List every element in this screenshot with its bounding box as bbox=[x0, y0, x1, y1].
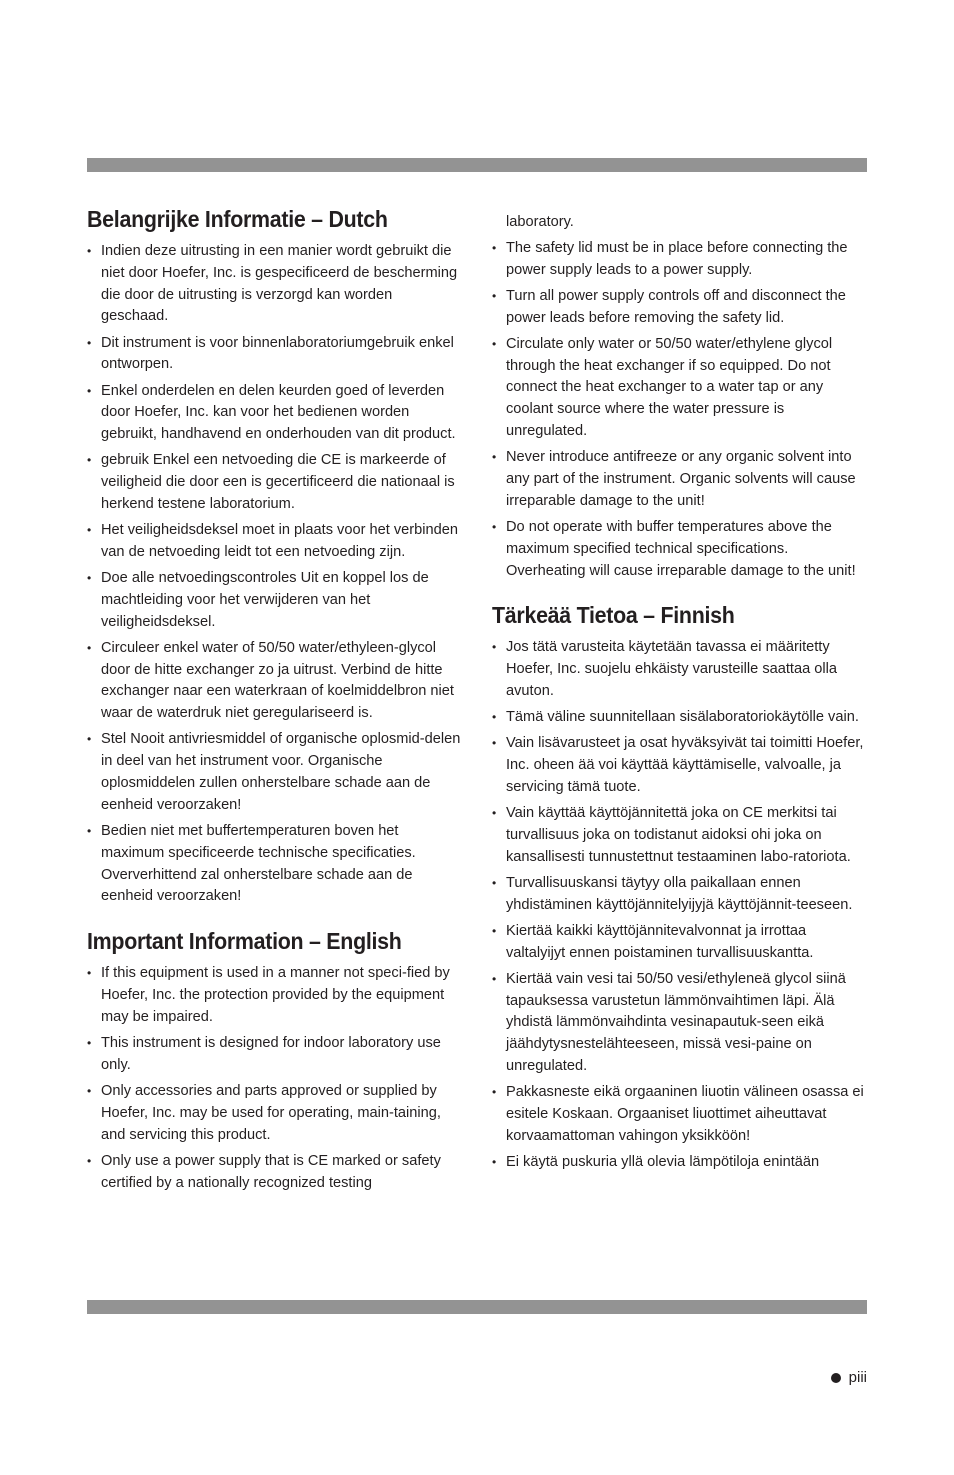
list-item: • Indien deze uitrusting in een manier wordt gebruikt die niet door Hoefer, Inc. is gespecificeerd de bescherming die door de uitrusting is verzorgd kan worden geschaad. bbox=[87, 241, 462, 328]
list-item-continuation: laboratory. bbox=[506, 214, 574, 230]
finnish-heading: Tärkeää Tietoa – Finnish bbox=[492, 602, 735, 629]
page-footer bbox=[823, 1367, 867, 1389]
list-item: • Vain käyttää käyttöjännitettä joka on CE merkitsi tai turvallisuus joka on todistanut aidoksi ohi joka on kansallisesti tunnustettnut testaaminen labo-ratoriota. bbox=[492, 803, 868, 868]
list-item: • Jos tätä varusteita käytetään tavassa ei määritetty Hoefer, Inc. suojelu ehkäisty varusteille saattaa olla avuton. bbox=[492, 637, 868, 702]
list-item: • Kiertää kaikki käyttöjännitevalvonnat ja irrottaa valtalyijyt ennen poistaminen turvallisuuskantta. bbox=[492, 921, 868, 965]
english-list bbox=[87, 963, 462, 1194]
list-item: • Vain lisävarusteet ja osat hyväksyivät tai toimitti Hoefer, Inc. oheen ää voi käyttää käyttämiselle, valvoalle, ja servicing tämä tuote. bbox=[492, 733, 868, 798]
list-item: • Ei käytä puskuria yllä olevia lämpötiloja enintään bbox=[492, 1152, 868, 1174]
list-item: • If this equipment is used in a manner not speci-fied by Hoefer, Inc. the protection provided by the equipment may be impaired. bbox=[87, 963, 462, 1028]
list-item: • gebruik Enkel een netvoeding die CE is markeerde of veiligheid die door een is gecertificeerd die nationaal is herkend testene laboratorium. bbox=[87, 450, 462, 515]
english-list-continued bbox=[492, 238, 868, 583]
list-item: • Turvallisuuskansi täytyy olla paikallaan ennen yhdistäminen käyttöjännitelyijyjä käyttöjännit-teeseen. bbox=[492, 873, 868, 917]
list-item: • Turn all power supply controls off and disconnect the power leads before removing the safety lid. bbox=[492, 286, 868, 330]
finnish-section bbox=[492, 601, 868, 1173]
list-item: • Stel Nooit antivriesmiddel of organische oplosmid-delen in deel van het instrument voor. Organische oplosmiddelen zullen onherstelbare schade aan de eenheid veroorzaken! bbox=[87, 729, 462, 816]
left-column bbox=[87, 205, 462, 1213]
dutch-section bbox=[87, 205, 462, 908]
list-item: • Circuleer enkel water of 50/50 water/ethyleen-glycol door de hitte exchanger zo ja uitrust. Verbind de hitte exchanger naar een waterkraan of koelmiddelbron niet waar de waterdruk niet geregulariseerd is. bbox=[87, 638, 462, 725]
english-section bbox=[87, 927, 462, 1194]
list-item: • Only accessories and parts approved or supplied by Hoefer, Inc. may be used for operating, main-taining, and servicing this product. bbox=[87, 1081, 462, 1146]
top-divider-bar bbox=[87, 158, 867, 172]
list-item: • Kiertää vain vesi tai 50/50 vesi/ethylenеä glycol siinä tapauksessa varustetun lämmönvaihtimen läpi. Älä yhdistä lämmönvaihdinta vesinapautuk-seen eikä jäähdytysnestelähteeseen, missä vesi-paine on unregulated. bbox=[492, 969, 868, 1078]
dutch-list bbox=[87, 241, 462, 908]
list-item: • Dit instrument is voor binnenlaboratoriumgebruik enkel ontworpen. bbox=[87, 333, 462, 377]
list-item: • Doe alle netvoedingscontroles Uit en koppel los de machtleiding voor het verwijderen van het veiligheidsdeksel. bbox=[87, 568, 462, 633]
list-item: • The safety lid must be in place before connecting the power supply leads to a power supply. bbox=[492, 238, 868, 282]
list-item: • Enkel onderdelen en delen keurden goed of leverden door Hoefer, Inc. kan voor het bedienen worden gebruikt, handhavend en onderhouden van dit product. bbox=[87, 381, 462, 446]
list-item: • Only use a power supply that is CE marked or safety certified by a nationally recognized testing bbox=[87, 1151, 462, 1195]
list-item: • Tämä väline suunnitellaan sisälaboratoriokäytölle vain. bbox=[492, 707, 868, 729]
list-item: • Het veiligheidsdeksel moet in plaats voor het verbinden van de netvoeding leidt tot een netvoeding zijn. bbox=[87, 520, 462, 564]
list-item: • Do not operate with buffer temperatures above the maximum specified technical specifications. Overheating will cause irreparable damage to the unit! bbox=[492, 517, 868, 582]
bullet-dot-icon bbox=[831, 1373, 841, 1383]
list-item: • Never introduce antifreeze or any organic solvent into any part of the instrument. Organic solvents will cause irreparable damage to the unit! bbox=[492, 447, 868, 512]
english-continued-section bbox=[492, 212, 868, 582]
right-column bbox=[492, 205, 868, 1193]
finnish-list bbox=[492, 637, 868, 1173]
list-item: • Circulate only water or 50/50 water/ethylene glycol through the heat exchanger if so equipped. Do not connect the heat exchanger to a water tap or any coolant source where the water pressure is unregulated. bbox=[492, 334, 868, 443]
list-item: • Pakkasneste eikä orgaaninen liuotin välineen osassa ei esitele Koskaan. Orgaaniset liuottimet aiheuttavat korvaamattoman vahingon yksikköön! bbox=[492, 1082, 868, 1147]
list-item: • Bedien niet met buffertemperaturen boven het maximum specificeerde technische specificaties. Oververhittend zal onherstelbare schade aan de eenheid veroorzaken! bbox=[87, 821, 462, 908]
page-number: piii bbox=[848, 1369, 867, 1386]
bottom-divider-bar bbox=[87, 1300, 867, 1314]
list-item: • This instrument is designed for indoor laboratory use only. bbox=[87, 1033, 462, 1077]
english-heading: Important Information – English bbox=[87, 928, 402, 955]
dutch-heading: Belangrijke Informatie – Dutch bbox=[87, 206, 388, 232]
